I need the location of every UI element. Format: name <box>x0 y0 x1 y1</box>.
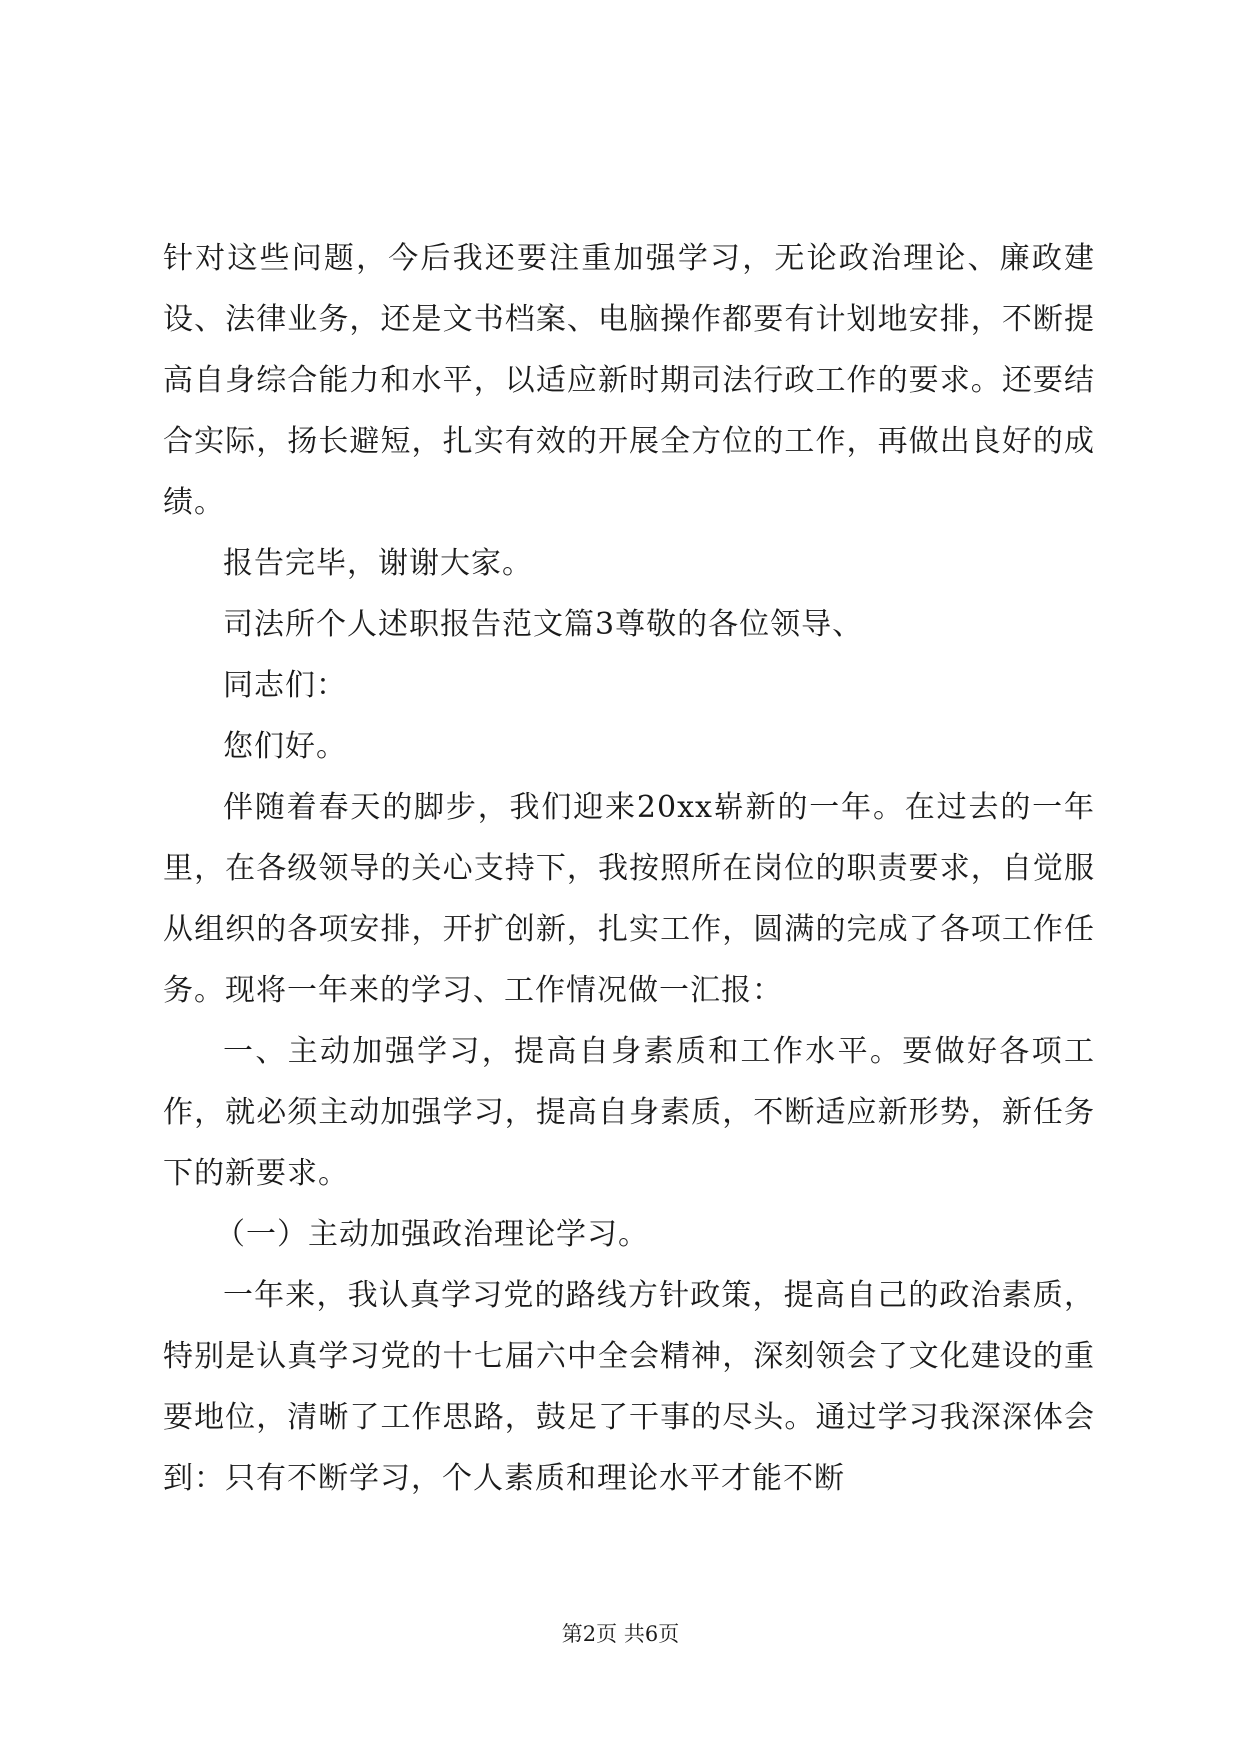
paragraph-salutation: 同志们： <box>223 668 347 703</box>
paragraph-intro: 伴随着春天的脚步，我们迎来20xx崭新的一年。在过去的一年里，在各级领导的关心支持下，我按照所在岗位的职责要求，自觉服从组织的各项安排，开扩创新，扎实工作，圆满的完成了各项工作任务。现将一年来的学习、工作情况做一汇报： <box>163 790 1095 1008</box>
paragraph-subsection-one: （一）主动加强政治理论学习。 <box>215 1217 649 1252</box>
paragraph-greeting: 您们好。 <box>223 729 347 764</box>
paragraph-study: 一年来，我认真学习党的路线方针政策，提高自己的政治素质，特别是认真学习党的十七届六中全会精神，深刻领会了文化建设的重要地位，清晰了工作思路，鼓足了干事的尽头。通过学习我深深体会到：只有不断学习，个人素质和理论水平才能不断 <box>163 1278 1095 1496</box>
paragraph-heading: 司法所个人述职报告范文篇3尊敬的各位领导、 <box>223 607 864 642</box>
paragraph-closing: 报告完毕，谢谢大家。 <box>223 546 533 581</box>
paragraph-continuation: 针对这些问题，今后我还要注重加强学习，无论政治理论、廉政建设、法律业务，还是文书档案、电脑操作都要有计划地安排，不断提高自身综合能力和水平，以适应新时期司法行政工作的要求。还要结合实际，扬长避短，扎实有效的开展全方位的工作，再做出良好的成绩。 <box>163 241 1095 520</box>
paragraph-section-one: 一、主动加强学习，提高自身素质和工作水平。要做好各项工作，就必须主动加强学习，提高自身素质，不断适应新形势，新任务下的新要求。 <box>163 1034 1095 1191</box>
page-footer: 第2页 共6页 <box>561 1622 680 1646</box>
document-body <box>163 228 1095 1509</box>
